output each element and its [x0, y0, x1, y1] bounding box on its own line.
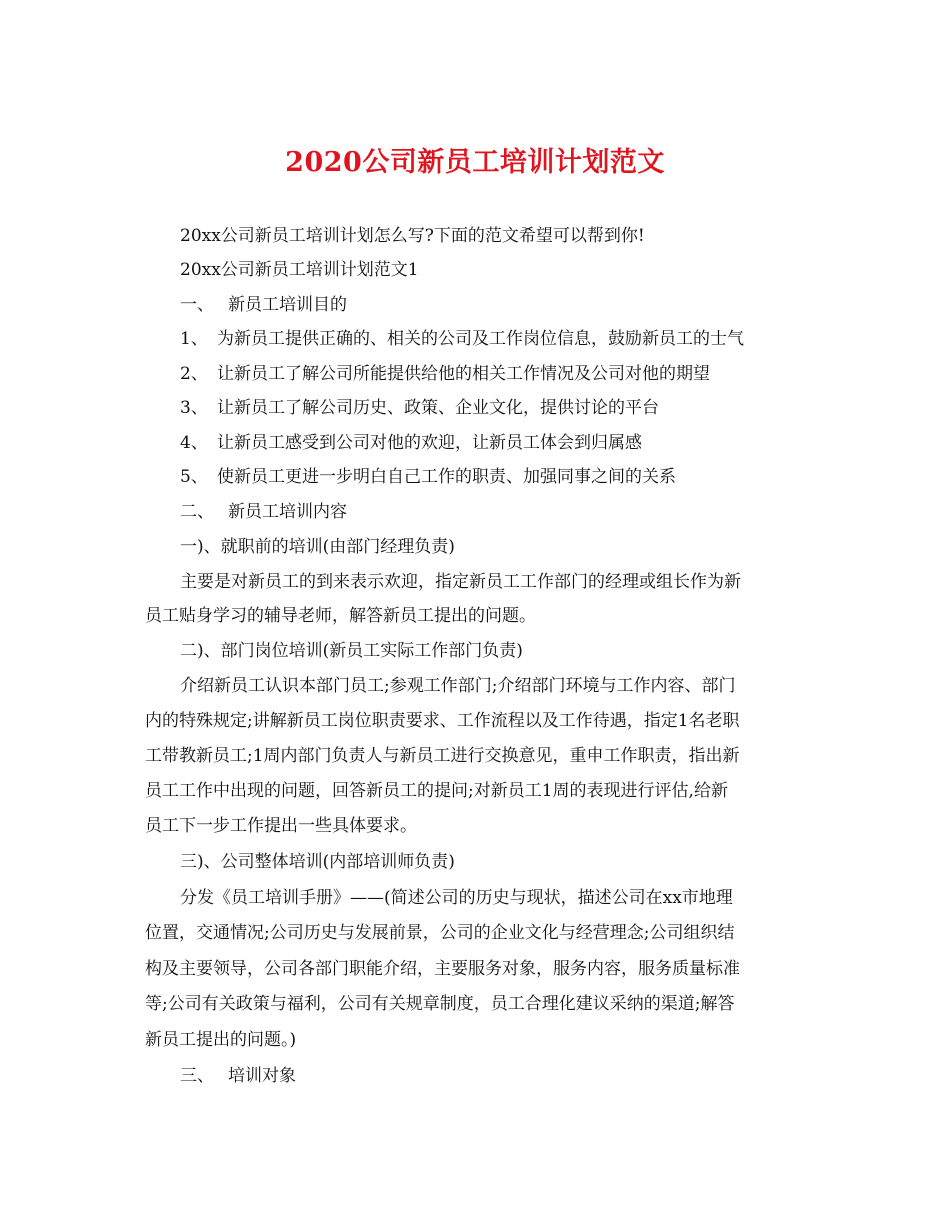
- document-title: 2020公司新员工培训计划范文: [285, 147, 665, 178]
- goal-text: 让新员工了解公司所能提供给他的相关工作情况及公司对他的期望: [217, 364, 710, 384]
- goal-number: 2、: [180, 364, 208, 384]
- section-marker: 一、: [180, 295, 214, 315]
- section-heading-text: 培训对象: [228, 1066, 296, 1086]
- subsection-heading: 一)、就职前的培训(由部门经理负责): [180, 537, 455, 557]
- paragraph-line: 分发《员工培训手册》——(简述公司的历史与现状，描述公司在xx市地理: [180, 888, 733, 908]
- goal-item: [180, 362, 710, 386]
- intro-paragraph: 20xx公司新员工培训计划怎么写?下面的范文希望可以帮到你!: [180, 226, 645, 246]
- paragraph-line: 新员工提出的问题。): [145, 1030, 297, 1050]
- goal-number: 5、: [180, 467, 208, 487]
- paragraph-line: 员工下一步工作提出一些具体要求。: [145, 816, 417, 836]
- paragraph-line: 构及主要领导，公司各部门职能介绍，主要服务对象，服务内容，服务质量标准: [145, 959, 740, 979]
- goal-text: 让新员工感受到公司对他的欢迎，让新员工体会到归属感: [217, 433, 642, 453]
- goal-text: 让新员工了解公司历史、政策、企业文化，提供讨论的平台: [217, 398, 659, 418]
- paragraph-line: 介绍新员工认识本部门员工;参观工作部门;介绍部门环境与工作内容、部门: [180, 676, 736, 696]
- goal-item: [180, 396, 659, 420]
- sample-subtitle: 20xx公司新员工培训计划范文1: [180, 260, 419, 280]
- section-marker: 三、: [180, 1066, 214, 1086]
- goal-item: [180, 465, 676, 489]
- subsection-heading: 二)、部门岗位培训(新员工实际工作部门负责): [180, 641, 523, 661]
- paragraph-line: 员工贴身学习的辅导老师，解答新员工提出的问题。: [145, 606, 536, 626]
- goal-number: 1、: [180, 329, 208, 349]
- paragraph-line: 员工工作中出现的问题，回答新员工的提问;对新员工1周的表现进行评估,给新: [145, 781, 728, 801]
- paragraph-line: 内的特殊规定;讲解新员工岗位职责要求、工作流程以及工作待遇，指定1名老职: [145, 711, 740, 731]
- section-heading-purpose: [180, 293, 347, 317]
- goal-item: [180, 431, 642, 455]
- subsection-heading: 三)、公司整体培训(内部培训师负责): [180, 852, 455, 872]
- section-heading-text: 新员工培训内容: [228, 502, 347, 522]
- goal-text: 使新员工更进一步明白自己工作的职责、加强同事之间的关系: [217, 467, 676, 487]
- paragraph-line: 工带教新员工;1周内部门负责人与新员工进行交换意见，重申工作职责，指出新: [145, 746, 740, 766]
- goal-number: 3、: [180, 398, 208, 418]
- goal-item: [180, 327, 744, 351]
- goal-text: 为新员工提供正确的、相关的公司及工作岗位信息，鼓励新员工的士气: [217, 329, 744, 349]
- section-marker: 二、: [180, 502, 214, 522]
- section-heading-text: 新员工培训目的: [228, 295, 347, 315]
- goal-number: 4、: [180, 433, 208, 453]
- paragraph-line: 主要是对新员工的到来表示欢迎，指定新员工工作部门的经理或组长作为新: [180, 572, 741, 592]
- paragraph-line: 位置，交通情况;公司历史与发展前景，公司的企业文化与经营理念;公司组织结: [145, 923, 735, 943]
- section-heading-audience: [180, 1064, 296, 1088]
- section-heading-content: [180, 500, 347, 524]
- paragraph-line: 等;公司有关政策与福利，公司有关规章制度，员工合理化建议采纳的渠道;解答: [145, 994, 735, 1014]
